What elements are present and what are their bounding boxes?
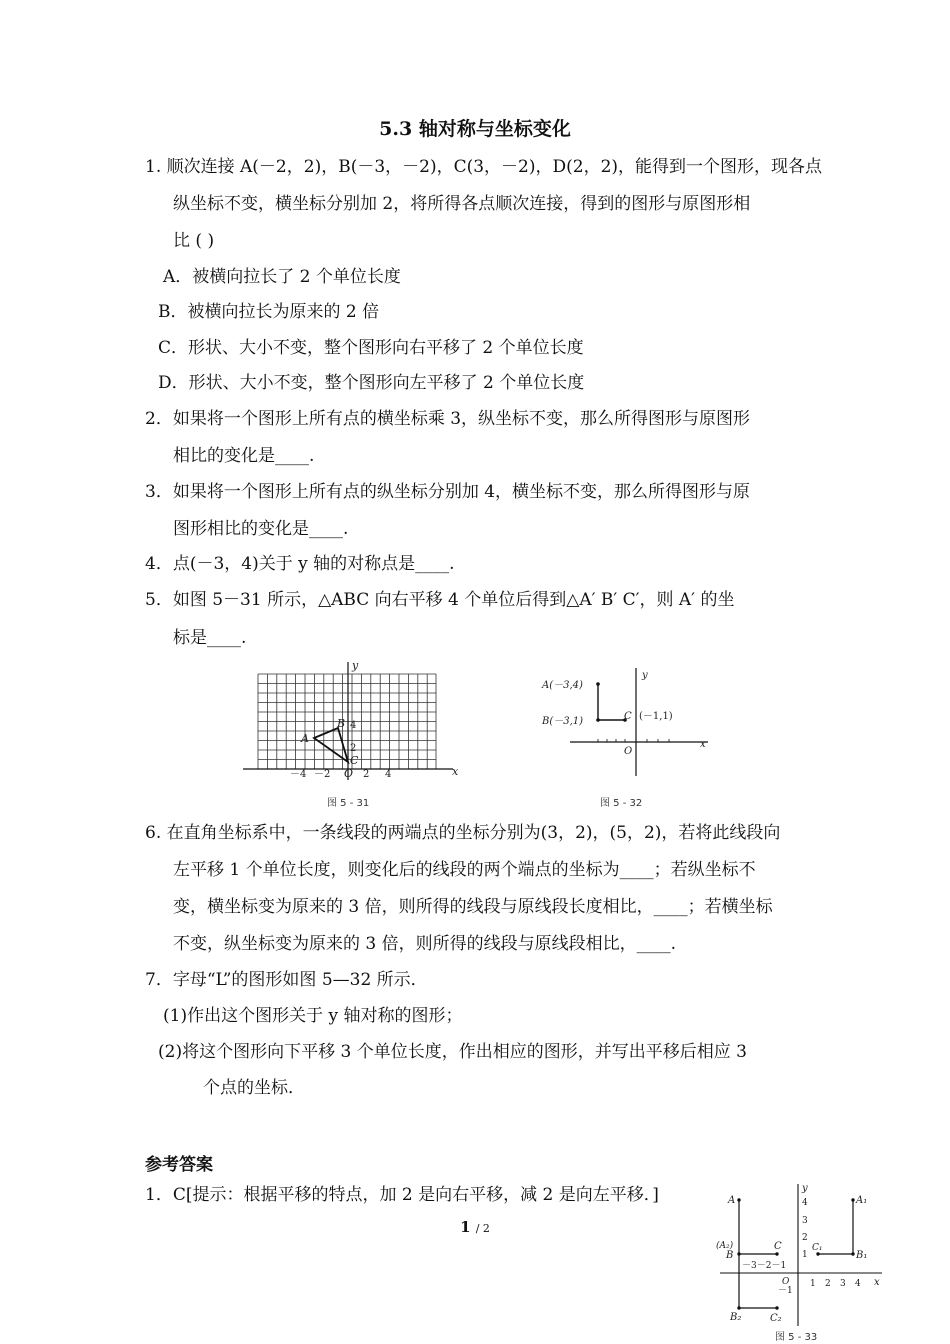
q4-line1: 4．点(－3，4)关于 y 轴的对称点是____. bbox=[145, 554, 455, 574]
original-l bbox=[739, 1200, 777, 1254]
reflected-l bbox=[818, 1200, 853, 1254]
label-b2: B₂ bbox=[730, 1312, 742, 1323]
label-b1: B₁ bbox=[856, 1250, 868, 1261]
figure-5-31 bbox=[238, 658, 460, 782]
tick-y-3: 3 bbox=[802, 1216, 808, 1226]
q1-option-b: B．被横向拉长为原来的 2 倍 bbox=[158, 302, 380, 322]
label-a2: (A₂) bbox=[716, 1241, 734, 1251]
label-c: C bbox=[774, 1241, 782, 1252]
point-a bbox=[596, 682, 600, 686]
q1-line2: 纵坐标不变，横坐标分别加 2，将所得各点顺次连接，得到的图形与原图形相 bbox=[173, 194, 751, 214]
q7-sub2b: 个点的坐标． bbox=[203, 1078, 305, 1098]
tick-y-2: 2 bbox=[350, 743, 357, 754]
ticks-x-negative: －3－2－1 bbox=[742, 1261, 787, 1271]
answers-heading: 参考答案 bbox=[145, 1155, 213, 1175]
label-o: O bbox=[624, 746, 633, 757]
q1-line1: 1. 顺次连接 A(－2，2)，B(－3，－2)，C(3，－2)，D(2，2)，能得到一个图形，现各点 bbox=[145, 157, 823, 177]
tick-x-2: 2 bbox=[363, 769, 370, 780]
q1-option-d: D．形状、大小不变，整个图形向左平移了 2 个单位长度 bbox=[158, 373, 585, 393]
label-c1: C₁ bbox=[812, 1243, 823, 1253]
tick-y-1: 1 bbox=[802, 1250, 808, 1260]
label-c2: C₂ bbox=[770, 1313, 782, 1324]
q1-option-a: A．被横向拉长了 2 个单位长度 bbox=[163, 267, 401, 287]
tick-x-neg2: －2 bbox=[314, 769, 331, 780]
q7-line1: 7．字母“L”的图形如图 5—32 所示． bbox=[145, 970, 428, 990]
tick-x-neg4: －4 bbox=[290, 769, 307, 780]
tick-y-2: 2 bbox=[802, 1233, 808, 1243]
label-b: B bbox=[337, 717, 346, 730]
q7-sub1: (1)作出这个图形关于 y 轴对称的图形； bbox=[163, 1006, 463, 1026]
q2-line1: 2．如果将一个图形上所有点的横坐标乘 3，纵坐标不变，那么所得图形与原图形 bbox=[145, 409, 751, 429]
tick-y-4: 4 bbox=[350, 720, 357, 731]
q6-line1: 6. 在直角坐标系中，一条线段的两端点的坐标分别为(3，2)，(5，2)，若将此线段向 bbox=[145, 823, 781, 843]
q1-option-c: C．形状、大小不变，整个图形向右平移了 2 个单位长度 bbox=[158, 338, 584, 358]
tick-x-4: 4 bbox=[385, 769, 392, 780]
q1-line3: 比 ( ) bbox=[173, 231, 215, 251]
label-c: C bbox=[350, 754, 359, 767]
page-current: 1 bbox=[460, 1218, 471, 1236]
letter-l-shape bbox=[598, 684, 625, 720]
q7-sub2: (2)将这个图形向下平移 3 个单位长度，作出相应的图形，并写出平移后相应 3 bbox=[158, 1042, 747, 1062]
x-axis-label: x bbox=[874, 1277, 880, 1288]
page-total: / 2 bbox=[475, 1222, 490, 1235]
label-a: A bbox=[301, 732, 309, 745]
figure-5-31-caption: 图 5 - 31 bbox=[327, 798, 370, 809]
tick-y-4: 4 bbox=[802, 1198, 808, 1208]
label-a: A(－3,4) bbox=[542, 680, 583, 691]
tick-y-neg1: －1 bbox=[778, 1286, 793, 1296]
label-c-coord: (－1,1) bbox=[639, 711, 673, 722]
q3-line2: 图形相比的变化是____. bbox=[173, 519, 349, 539]
page-title: 5.3 轴对称与坐标变化 bbox=[379, 118, 571, 140]
label-a1: A₁ bbox=[856, 1195, 868, 1206]
q5-line2: 标是____. bbox=[173, 628, 247, 648]
tick-x-3: 3 bbox=[840, 1279, 846, 1289]
y-axis-label: y bbox=[352, 659, 359, 672]
y-axis-label: y bbox=[802, 1183, 808, 1194]
x-axis-label: x bbox=[452, 765, 459, 778]
label-o: O bbox=[344, 767, 354, 780]
x-axis-label: x bbox=[700, 739, 706, 750]
label-o: O bbox=[782, 1277, 790, 1287]
q2-line2: 相比的变化是____. bbox=[173, 446, 315, 466]
label-b: B(－3,1) bbox=[542, 716, 584, 727]
q6-line4: 不变，纵坐标变为原来的 3 倍，则所得的线段与原线段相比，____. bbox=[173, 934, 677, 954]
grid bbox=[258, 674, 436, 769]
y-axis-label: y bbox=[642, 670, 648, 681]
q6-line2: 左平移 1 个单位长度，则变化后的线段的两个端点的坐标为____；若纵坐标不 bbox=[173, 860, 756, 880]
answer-1: 1．C[提示：根据平移的特点，加 2 是向右平移，减 2 是向左平移．] bbox=[145, 1185, 659, 1205]
q3-line1: 3．如果将一个图形上所有点的纵坐标分别加 4，横坐标不变，那么所得图形与原 bbox=[145, 482, 751, 502]
point-b bbox=[596, 718, 600, 722]
figure-5-33 bbox=[712, 1178, 884, 1328]
q5-line1: 5．如图 5－31 所示，△ABC 向右平移 4 个单位后得到△A′ B′ C′，则 A′ 的坐 bbox=[145, 590, 735, 610]
label-c: C bbox=[624, 711, 632, 722]
q6-line3: 变，横坐标变为原来的 3 倍，则所得的线段与原线段长度相比，____；若横坐标 bbox=[173, 897, 773, 917]
label-b: B bbox=[726, 1250, 734, 1261]
figure-5-32 bbox=[538, 664, 713, 782]
tick-x-2: 2 bbox=[825, 1279, 831, 1289]
tick-x-1: 1 bbox=[810, 1279, 816, 1289]
figure-5-33-caption: 图 5 - 33 bbox=[775, 1332, 818, 1343]
tick-x-4: 4 bbox=[855, 1279, 861, 1289]
figure-5-32-caption: 图 5 - 32 bbox=[600, 798, 643, 809]
label-a: A bbox=[728, 1195, 736, 1206]
